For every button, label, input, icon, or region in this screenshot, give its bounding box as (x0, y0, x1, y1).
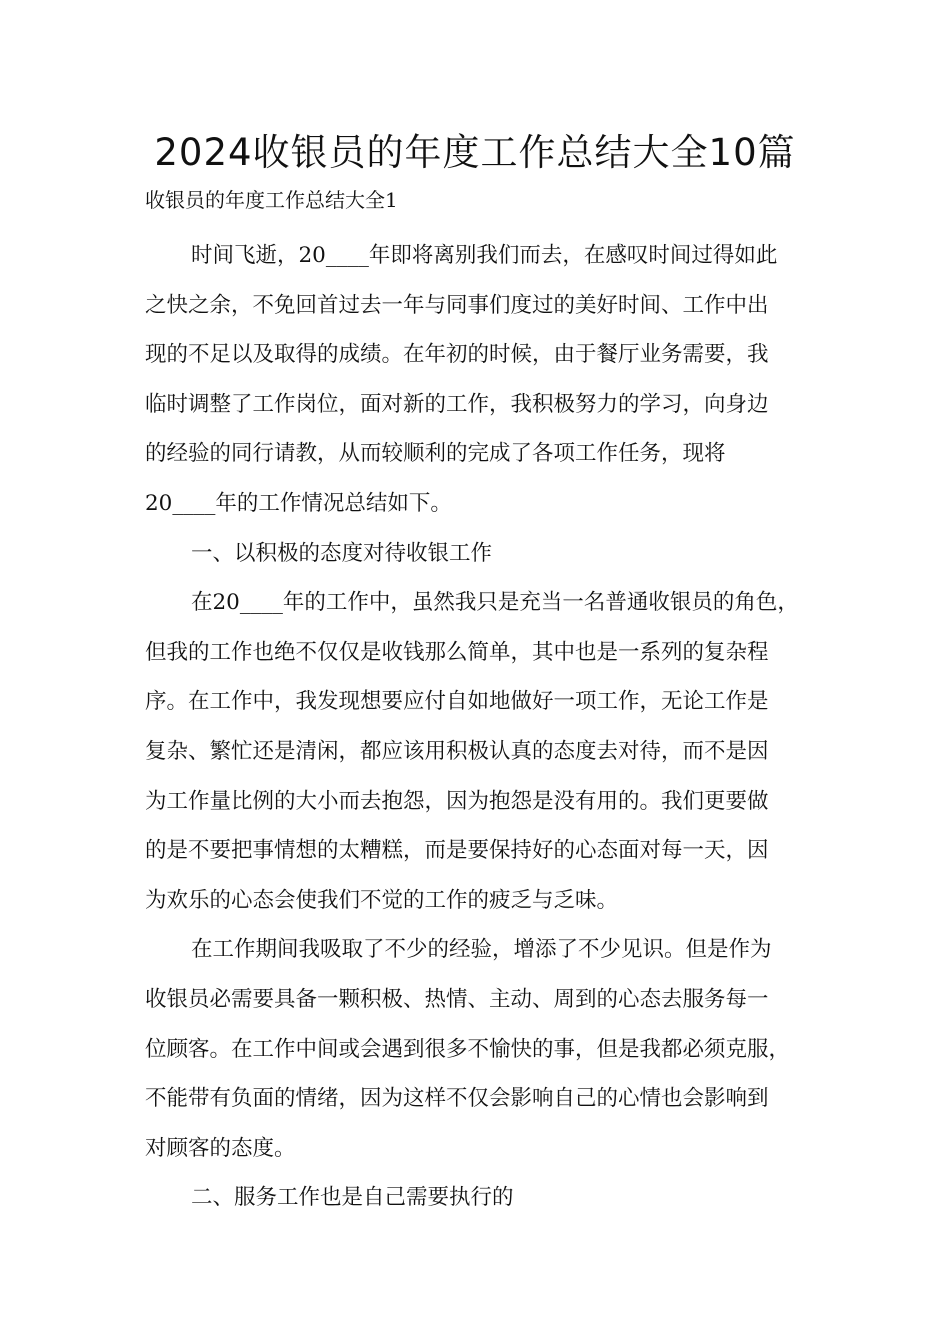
paragraph-line: 临时调整了工作岗位，面对新的工作，我积极努力的学习，向身边 (145, 391, 769, 417)
paragraph-line: 20____年的工作情况总结如下。 (145, 490, 452, 516)
paragraph-line: 收银员必需要具备一颗积极、热情、主动、周到的心态去服务每一 (145, 986, 769, 1012)
paragraph-line: 不能带有负面的情绪，因为这样不仅会影响自己的心情也会影响到 (145, 1086, 769, 1112)
paragraph-line: 位顾客。在工作中间或会遇到很多不愉快的事，但是我都必须克服， (145, 1036, 791, 1062)
document-body (145, 231, 807, 1223)
paragraph-line: 在工作期间我吸取了不少的经验，增添了不少见识。但是作为 (191, 937, 772, 963)
paragraph-line: 的是不要把事情想的太糟糕，而是要保持好的心态面对每一天，因 (145, 838, 769, 864)
document-title: 2024收银员的年度工作总结大全10篇 (154, 131, 796, 174)
section-heading: 二、服务工作也是自己需要执行的 (191, 1185, 514, 1211)
paragraph-line: 为欢乐的心态会使我们不觉的工作的疲乏与乏味。 (145, 887, 619, 913)
section-heading: 一、以积极的态度对待收银工作 (191, 540, 493, 566)
paragraph-line: 对顾客的态度。 (145, 1135, 296, 1161)
paragraph-line: 在20____年的工作中，虽然我只是充当一名普通收银员的角色， (191, 590, 799, 616)
paragraph-line: 现的不足以及取得的成绩。在年初的时候，由于餐厅业务需要，我 (145, 342, 769, 368)
paragraph-line: 的经验的同行请教，从而较顺利的完成了各项工作任务，现将 (145, 441, 726, 467)
section-subtitle: 收银员的年度工作总结大全1 (145, 188, 398, 212)
paragraph-line: 之快之余，不免回首过去一年与同事们度过的美好时间、工作中出 (145, 292, 769, 318)
paragraph-line: 时间飞逝，20____年即将离别我们而去，在感叹时间过得如此 (191, 243, 778, 268)
paragraph-line: 序。在工作中，我发现想要应付自如地做好一项工作，无论工作是 (145, 689, 769, 715)
paragraph-line: 但我的工作也绝不仅仅是收钱那么简单，其中也是一系列的复杂程 (145, 639, 769, 665)
paragraph-line: 复杂、繁忙还是清闲，都应该用积极认真的态度去对待，而不是因 (145, 738, 769, 764)
paragraph-line: 为工作量比例的大小而去抱怨，因为抱怨是没有用的。我们更要做 (145, 788, 769, 814)
